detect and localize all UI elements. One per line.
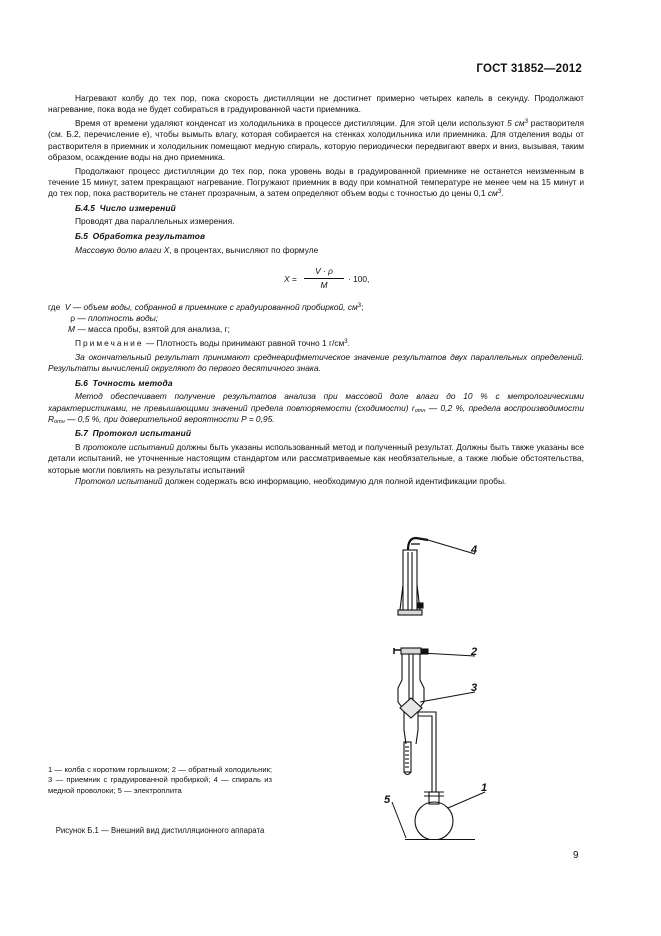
final-result-text: За окончательный результат принимают среднеарифметическое значение результатов двух параллельных определений. Результаты вычислений округляют до первого десятичного знака. <box>48 352 584 374</box>
section-heading-b45: Б.4.5 Число измерений <box>75 202 177 213</box>
condenser-outlet-nozzle <box>418 603 423 608</box>
label-3: 3 <box>471 682 478 694</box>
formula-denominator: M <box>320 280 328 291</box>
where-line-rho: ρ — плотность воды; <box>70 313 159 324</box>
document-body <box>48 93 584 487</box>
where-line-m: M — масса пробы, взятой для анализа, г; <box>68 324 230 335</box>
paragraph-distillation-end: Продолжают процесс дистилляции до тех пор, пока уровень воды в градуированной приемнике не останется неизменным в течение 15 минут, затем прекращают нагревание. Погружают приемник в воду при комнатной температуре не менее чем на 15 минут и до тех пор, пока растворитель не станет прозрачным, а затем определяют объем воды с точностью до цены 0,1 $см^3$. <box>48 165 584 199</box>
section-heading-b7: Б.7 Протокол испытаний <box>75 428 192 439</box>
solvent-volume: 5 $см^3$ <box>507 118 528 129</box>
text-fragment: Продолжают процесс дистилляции до тех пор, пока уровень воды в градуированной приемнике не останется неизменным в течение 15 минут, затем прекращают нагревание. Погружают приемник в воду при комнатной температуре не менее чем на 15 минут и до тех пор, пока растворитель не станет прозрачным, а затем определяют объем воды с точностью до цены 0,1 <box>48 165 584 199</box>
formula-fraction <box>304 266 344 292</box>
figure-legend: 1 — колба с коротким горлышком; 2 — обратный холодильник; 3 — приемник с градуированной пробиркой; 4 — спираль из медной проволоки; 5 — электроплита <box>48 764 272 795</box>
condenser-joint <box>401 648 421 654</box>
label-1: 1 <box>481 782 488 794</box>
formula-intro: Массовую долю влаги X, в процентах, вычисляют по формуле <box>75 244 319 255</box>
receiver-side-arm <box>418 712 436 792</box>
text-fragment: растворителя (см. Б.2, перечисление е), чтобы вымыть влагу, которая собирается на стенках холодильника или приемника. Для отделения воды от растворителя в приемник и холодильник помещают медную спираль, которую периодически передвигают вверх и вниз, вызывая, таким образом, осаждение воды на дно приемника. <box>48 118 585 162</box>
leader-line-5 <box>392 802 406 838</box>
section-text-b45: Проводят два параллельных измерения. <box>75 216 235 227</box>
round-bottom-flask <box>415 802 453 840</box>
text-fragment: Время от времени удаляют конденсат из холодильника в процессе дистилляции. Для этой цели используют <box>75 118 505 129</box>
paragraph-condensate <box>48 118 584 163</box>
protocol-paragraph-1: В протоколе испытаний должны быть указаны использованный метод и полученный результат. Должны быть также указаны все детали испытаний, не уточненные настоящим стандартом или рассматриваемые как необязательные, а также любые обстоятельства, которые могли повлиять на результаты испытаний <box>48 442 585 475</box>
where-line-v: где V — объем воды, собранной в приемнике с градуированной пробиркой, $см^3$; <box>48 301 364 312</box>
volume-unit: $см^3$ <box>487 188 502 199</box>
method-accuracy-text: Метод обеспечивает получение результатов анализа при массовой доле влаги до 10 % с метрологическими характеристиками, не превышающими значений предела повторяемости (сходимости) $r_{отн}$ — 0,2 %, предела воспроизводимости $R_{отн}$ — 0,5 %, при доверительной вероятности P = 0,95. <box>48 391 584 426</box>
receiver-bulb <box>400 698 422 718</box>
section-heading-b5: Б.5 Обработка результатов <box>75 230 206 241</box>
standard-header: ГОСТ 31852—2012 <box>476 63 582 75</box>
moisture-formula <box>48 266 584 292</box>
condenser-upper-tube <box>403 550 417 612</box>
leader-line-1 <box>448 792 485 808</box>
leader-line-3 <box>420 692 475 702</box>
formula-tail: · 100, <box>348 273 370 284</box>
leader-line-4 <box>428 540 478 556</box>
section-heading-b6: Б.6 Точность метода <box>75 377 173 388</box>
label-4: 4 <box>471 544 478 556</box>
distillation-apparatus-drawing <box>370 530 510 840</box>
paragraph-heating: Нагревают колбу до тех пор, пока скорость дистилляции не достигнет примерно четырех капель в секунду. Продолжают нагревание, пока вода не будет собираться в градуированной части приемника. <box>48 93 584 115</box>
figure-title: Рисунок Б.1 — Внешний вид дистилляционного аппарата <box>55 825 265 835</box>
formula-numerator: V · ρ <box>304 266 344 279</box>
label-5: 5 <box>384 794 391 806</box>
note-water-density: Примечание — Плотность воды принимают равной точно 1 $г/см^3$. <box>75 338 350 349</box>
label-2: 2 <box>471 646 478 658</box>
leader-line-2 <box>421 653 475 656</box>
formula-lhs: X = <box>284 273 297 284</box>
page-number: 9 <box>573 850 579 861</box>
protocol-paragraph-2: Протокол испытаний должен содержать всю информацию, необходимую для полной идентификации пробы. <box>75 476 507 487</box>
